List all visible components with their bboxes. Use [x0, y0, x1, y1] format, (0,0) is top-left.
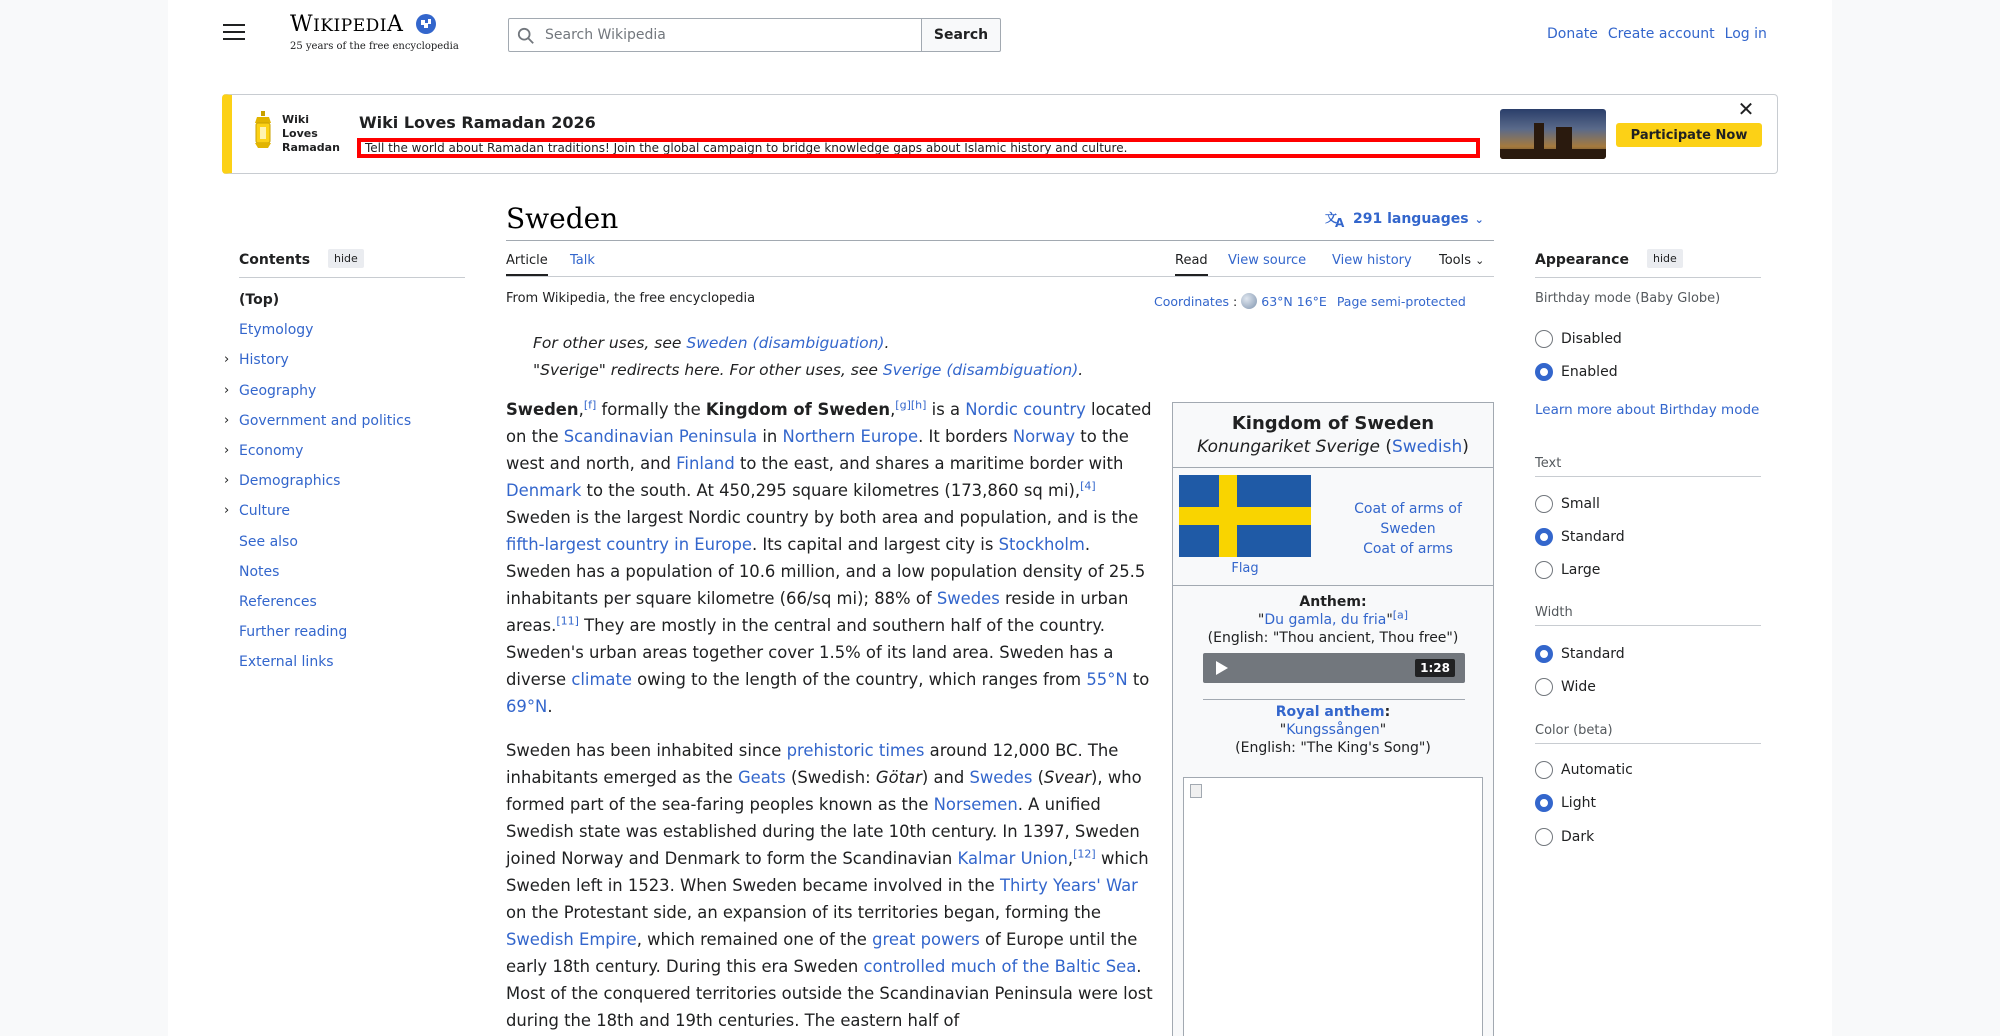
disambiguation-link[interactable]: Sweden (disambiguation) — [686, 334, 885, 352]
toc-item-label[interactable]: Economy — [239, 442, 304, 459]
page — [168, 0, 1832, 1036]
wikipedia-puzzle-logo-icon[interactable] — [414, 12, 438, 36]
banner-title: Wiki Loves Ramadan 2026 — [359, 113, 596, 132]
tools-menu[interactable]: Tools ⌄ — [1439, 253, 1485, 268]
width-standard-radio[interactable]: Standard — [1535, 645, 1625, 663]
broken-image-icon — [1190, 784, 1202, 798]
section-divider — [1535, 476, 1761, 477]
appearance-title: Appearance — [1535, 252, 1629, 268]
toc-divider — [239, 277, 465, 278]
toc-item[interactable] — [239, 592, 411, 622]
toc-item-label[interactable]: (Top) — [239, 292, 280, 308]
toc-item-label[interactable]: Further reading — [239, 624, 348, 641]
section-divider — [1535, 625, 1761, 626]
swedish-language-link[interactable]: Swedish — [1391, 437, 1463, 457]
width-wide-radio[interactable]: Wide — [1535, 678, 1596, 696]
toc-item[interactable] — [224, 381, 411, 411]
tab-view-source[interactable]: View source — [1228, 253, 1307, 268]
kungssangen-link[interactable]: Kungssången — [1286, 722, 1380, 738]
toc-item-label[interactable]: Culture — [239, 503, 290, 520]
coordinates: Coordinates : 63°N 16°E Page semi-protected — [1154, 293, 1466, 309]
lantern-icon — [252, 111, 274, 151]
tab-talk[interactable]: Talk — [570, 253, 595, 268]
toc-item-label[interactable]: External links — [239, 654, 334, 671]
anthem-link[interactable]: Du gamla, du fria — [1264, 612, 1387, 628]
toc-hide-button[interactable]: hide — [328, 249, 364, 268]
color-automatic-radio[interactable]: Automatic — [1535, 761, 1633, 779]
wikipedia-tagline: 25 years of the free encyclopedia — [290, 41, 459, 52]
log-in-link[interactable]: Log in — [1724, 26, 1767, 42]
section-divider — [1535, 743, 1761, 744]
toc-item[interactable] — [239, 532, 411, 562]
personal-tools — [1547, 26, 1767, 42]
svg-text:文: 文 — [1325, 211, 1338, 225]
appearance-hide-button[interactable]: hide — [1647, 249, 1683, 268]
tab-view-history[interactable]: View history — [1332, 253, 1412, 268]
color-label: Color (beta) — [1535, 723, 1613, 738]
coordinates-value[interactable]: 63°N 16°E — [1261, 293, 1327, 309]
chevron-down-icon: ⌄ — [1474, 212, 1484, 226]
radio-indicator[interactable] — [1535, 330, 1553, 348]
hatnote-redirect: "Sverige" redirects here. For other uses, see Sverige (disambiguation). — [533, 361, 1084, 379]
infobox-title: Kingdom of Sweden — [1231, 413, 1435, 434]
search-input[interactable] — [545, 23, 915, 47]
article-body — [506, 396, 1158, 1036]
flag-image[interactable] — [1179, 475, 1311, 557]
toc-item-label[interactable]: Etymology — [239, 322, 314, 339]
radio-indicator[interactable] — [1535, 828, 1553, 846]
translate-icon — [1325, 210, 1347, 228]
radio-indicator[interactable] — [1535, 528, 1553, 546]
infobox-native-name: Konungariket Sverige (Swedish) — [1197, 437, 1469, 457]
toc-item-label[interactable]: Notes — [239, 563, 280, 580]
location-map[interactable] — [1183, 777, 1483, 1036]
banner-image — [1500, 109, 1606, 159]
main-menu-icon[interactable] — [223, 24, 245, 42]
flag-link[interactable]: Flag — [1231, 561, 1259, 576]
toc-item[interactable] — [239, 622, 411, 652]
coat-of-arms — [1333, 499, 1483, 559]
audio-player — [1203, 653, 1465, 683]
search-field[interactable] — [508, 18, 922, 52]
text-large-radio[interactable]: Large — [1535, 561, 1600, 579]
chevron-right-icon[interactable]: › — [224, 382, 230, 398]
color-dark-radio[interactable]: Dark — [1535, 828, 1594, 846]
radio-indicator[interactable] — [1535, 561, 1553, 579]
toc-item[interactable] — [239, 290, 411, 320]
toc-item[interactable] — [239, 652, 411, 682]
coordinates-label[interactable]: Coordinates — [1154, 293, 1230, 309]
wikipedia-wordmark[interactable]: WIKIPEDIA — [290, 12, 404, 37]
toc-item[interactable] — [224, 471, 411, 501]
birthday-disabled-radio[interactable]: Disabled — [1535, 330, 1622, 348]
banner-subtitle[interactable]: Tell the world about Ramadan traditions! Join the global campaign to bridge knowledge gaps about Islamic history and culture. — [357, 138, 1480, 158]
participate-now-button[interactable]: Participate Now — [1616, 123, 1762, 147]
globe-icon[interactable] — [1241, 293, 1257, 309]
toc-item[interactable] — [224, 501, 411, 531]
audio-duration: 1:28 — [1415, 659, 1455, 677]
lead-paragraph-1: Sweden,[f] formally the Kingdom of Sweden,[g][h] is a Nordic country located on the Scandinavian Peninsula in Northern Europe. It borders Norway to the west and north, and Finland to the east, and shares a maritime border with Denmark to the south. At 450,295 square kilometres (173,860 sq mi),[4] Sweden is the largest Nordic country by both area and population, and is the fifth-largest country in Europe. Its capital and largest city is Stockholm. Sweden has a population of 10.6 million, and a low population density of 25.5 inhabitants per square kilometre (66/sq mi); 88% of Swedes reside in urban areas.[11] They are mostly in the central and southern half of the country. Sweden's urban areas together cover 1.5% of its land area. Sweden has a diverse climate owing to the length of the country, which ranges from 55°N to 69°N. — [506, 398, 1152, 716]
svg-text:A: A — [1335, 216, 1345, 228]
languages-button[interactable] — [1325, 210, 1484, 228]
tab-article[interactable]: Article — [506, 253, 548, 276]
search-icon — [517, 27, 535, 45]
sverige-disambiguation-link[interactable]: Sverige (disambiguation) — [882, 361, 1079, 379]
toc-title: Contents — [239, 252, 311, 268]
tabs-divider — [506, 276, 1494, 277]
radio-indicator[interactable] — [1535, 678, 1553, 696]
chevron-right-icon[interactable]: › — [224, 412, 230, 428]
toc-item-label[interactable]: Geography — [239, 382, 317, 399]
create-account-link[interactable]: Create account — [1607, 26, 1715, 42]
play-icon[interactable] — [1211, 658, 1231, 678]
birthday-mode-label: Birthday mode (Baby Globe) — [1535, 291, 1721, 306]
royal-anthem: Royal anthem: "Kungssången" (English: "The King's Song") — [1235, 704, 1431, 756]
banner-logo-text: Wiki Loves Ramadan — [282, 113, 340, 154]
toc-item[interactable] — [239, 320, 411, 350]
chevron-right-icon[interactable]: › — [224, 503, 230, 519]
text-size-label: Text — [1535, 456, 1562, 471]
birthday-enabled-radio[interactable]: Enabled — [1535, 363, 1618, 381]
infobox-divider — [1203, 699, 1465, 700]
royal-anthem-link[interactable]: Royal anthem — [1275, 704, 1385, 720]
toc-item[interactable] — [224, 411, 412, 441]
languages-label: 291 languages — [1353, 211, 1469, 227]
campaign-banner — [222, 94, 1778, 174]
coat-of-arms-link[interactable]: Coat of arms — [1363, 541, 1453, 557]
donate-link[interactable]: Donate — [1547, 26, 1598, 42]
close-icon[interactable]: ✕ — [1737, 97, 1755, 121]
toc-item[interactable] — [239, 562, 411, 592]
coat-of-arms-image-link[interactable]: Coat of arms of Sweden — [1354, 501, 1462, 537]
tab-read[interactable]: Read — [1175, 253, 1208, 276]
radio-indicator[interactable] — [1535, 794, 1553, 812]
toc-list — [224, 290, 412, 682]
color-light-radio[interactable]: Light — [1535, 794, 1596, 812]
title-divider — [506, 240, 1494, 241]
text-small-radio[interactable]: Small — [1535, 495, 1600, 513]
radio-indicator[interactable] — [1535, 645, 1553, 663]
page-title: Sweden — [506, 202, 619, 235]
radio-indicator[interactable] — [1535, 495, 1553, 513]
infobox — [1172, 402, 1494, 1036]
learn-more-birthday-link[interactable]: Learn more about Birthday mode — [1535, 402, 1760, 418]
chevron-down-icon: ⌄ — [1475, 254, 1485, 267]
toc-item-label[interactable]: Government and politics — [239, 412, 412, 429]
radio-indicator[interactable] — [1535, 761, 1553, 779]
toc-item-label[interactable]: Demographics — [239, 473, 341, 490]
text-standard-radio[interactable]: Standard — [1535, 528, 1625, 546]
site-sub: From Wikipedia, the free encyclopedia — [506, 291, 756, 306]
semi-protected-link[interactable]: Page semi-protected — [1336, 293, 1466, 309]
appearance-divider — [1535, 277, 1761, 278]
toc-item-label[interactable]: See also — [239, 533, 298, 550]
hatnote-disambiguation: For other uses, see Sweden (disambiguation). — [533, 334, 890, 352]
toc-item[interactable] — [224, 441, 411, 471]
anthem-note[interactable]: [a] — [1392, 608, 1409, 622]
chevron-right-icon[interactable]: › — [224, 442, 230, 458]
infobox-divider — [1173, 585, 1493, 586]
search-button[interactable]: Search — [921, 18, 1001, 52]
lead-paragraph-2: Sweden has been inhabited since prehistoric times around 12,000 BC. The inhabitants emerged as the Geats (Swedish: Götar) and Swedes (Svear), who formed part of the sea-faring peoples known as the Norsemen. A unified Swedish state was established during the late 10th century. In 1397, Sweden joined Norway and Denmark to form the Scandinavian Kalmar Union,[12] which Sweden left in 1523. When Sweden became involved in the Thirty Years' War on the Protestant side, an expansion of its territories began, forming the Swedish Empire, which remained one of the great powers of Europe until the early 18th century. During this era Sweden controlled much of the Baltic Sea. Most of the conquered territories outside the Scandinavian Peninsula were lost during the 18th and 19th centuries. The eastern half of — [506, 741, 1153, 1030]
chevron-right-icon[interactable]: › — [224, 352, 230, 368]
toc-item[interactable] — [224, 350, 411, 380]
chevron-right-icon[interactable]: › — [224, 473, 230, 489]
radio-indicator[interactable] — [1535, 363, 1553, 381]
toc-item-label[interactable]: References — [239, 593, 317, 610]
width-label: Width — [1535, 605, 1573, 620]
toc-item-label[interactable]: History — [239, 352, 289, 369]
infobox-divider — [1173, 467, 1493, 468]
anthem: Anthem: "Du gamla, du fria"[a] (English: "Thou ancient, Thou free") — [1207, 594, 1459, 646]
